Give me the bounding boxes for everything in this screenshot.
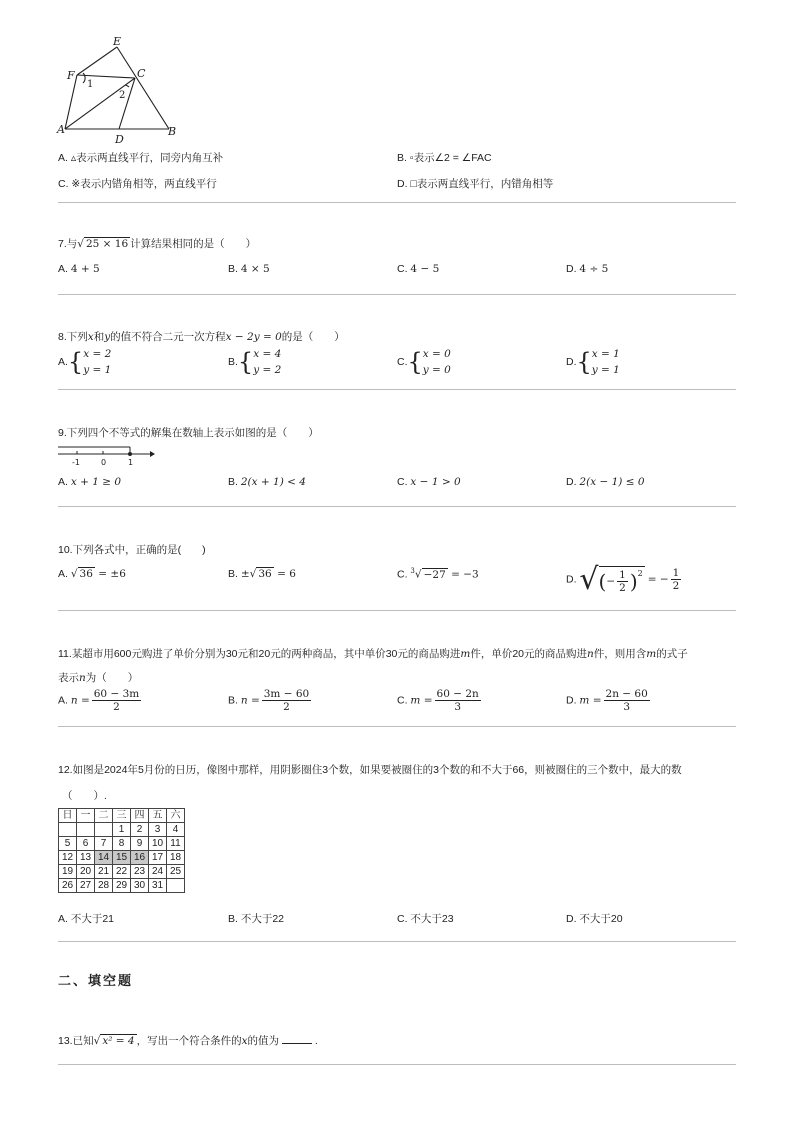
q11-option-d[interactable]: D. m = $\frac{2n - 60}{3}$ (566, 688, 648, 713)
calendar-cell: 11 (167, 837, 185, 851)
calendar-cell: 5 (59, 837, 77, 851)
calendar-header: 六 (167, 809, 185, 823)
divider (58, 610, 736, 611)
divider (58, 726, 736, 727)
calendar-cell (167, 879, 185, 893)
triangle-icon: ▵ (70, 152, 77, 164)
divider (58, 506, 736, 507)
calendar-header: 四 (131, 809, 149, 823)
calendar-cell: 17 (149, 851, 167, 865)
calendar (58, 808, 185, 893)
q9-stem: 9.下列四个不等式的解集在数轴上表示如图的是（ ） (58, 427, 319, 439)
q9-option-a[interactable]: A. x + 1 ≥ 0 (58, 476, 122, 488)
option-text: 表示两直线平行，同旁内角互补 (76, 152, 224, 164)
q8-stem: 8.下列x和y的值不符合二元一次方程x − 2y = 0的是（ ） (58, 331, 345, 343)
option-label: A. (58, 152, 68, 164)
label-angle-1: 1 (87, 79, 94, 90)
q13-stem: 13.已知√ x² = 4 ，写出一个符合条件的x的值为 . (58, 1035, 318, 1047)
q10-option-c[interactable]: C. $^3$√ −27 = −3 (397, 567, 479, 581)
segment-FE (77, 47, 117, 75)
calendar-cell: 23 (131, 865, 149, 879)
divider (58, 294, 736, 295)
calendar-row (59, 823, 185, 837)
calendar-cell: 22 (113, 865, 131, 879)
calendar-cell: 1 (113, 823, 131, 837)
angle-1-arc (83, 73, 85, 83)
q7-option-d[interactable]: D. 4 ÷ 5 (566, 263, 609, 275)
q7-option-c[interactable]: C. 4 − 5 (397, 263, 440, 275)
q8-option-b[interactable]: B.{ x = 4 y = 2 (228, 348, 282, 376)
calendar-row (59, 837, 185, 851)
option-text: 表示两直线平行，内错角相等 (416, 178, 554, 190)
calendar-header: 三 (113, 809, 131, 823)
q6-option-b[interactable] (397, 150, 492, 165)
q8-option-a[interactable]: A.{ x = 2 y = 1 (58, 348, 112, 376)
calendar-cell: 29 (113, 879, 131, 893)
q11-stem-line1: 11.某超市用600元购进了单价分别为30元和20元的两种商品，其中单价30元的商品购进m件，单价20元的商品购进n件，则用含m的式子 (58, 648, 688, 660)
label-F: F (67, 69, 75, 82)
calendar-row (59, 851, 185, 865)
geometry-figure (55, 35, 185, 145)
q12-stem-line1: 12.如图是2024年5月份的日历，像图中那样，用阴影圈住3个数，如果要被圈住的3个数的和不大于66，则被圈住的三个数中，最大的数 (58, 764, 682, 776)
radicand: 25 × 16 (85, 238, 129, 250)
tick-label: 1 (128, 458, 134, 467)
calendar-cell: 27 (77, 879, 95, 893)
q12-option-d[interactable]: D. 不大于20 (566, 913, 623, 925)
calendar-cell (77, 823, 95, 837)
calendar-header: 一 (77, 809, 95, 823)
q9-option-b[interactable]: B. 2(x + 1) < 4 (228, 476, 306, 488)
q7-option-b[interactable]: B. 4 × 5 (228, 263, 270, 275)
calendar-cell: 8 (113, 837, 131, 851)
label-angle-2: 2 (119, 90, 126, 101)
option-label: B. (397, 152, 407, 164)
calendar-cell: 4 (167, 823, 185, 837)
q11-option-a[interactable]: A. n = $\frac{60 - 3m}{2}$ (58, 688, 140, 713)
calendar-cell: 10 (149, 837, 167, 851)
calendar-cell: 3 (149, 823, 167, 837)
calendar-cell: 28 (95, 879, 113, 893)
section-title: 二、填空题 (58, 973, 134, 988)
calendar-cell: 21 (95, 865, 113, 879)
calendar-row (59, 879, 185, 893)
q7-option-a[interactable]: A. 4 + 5 (58, 263, 100, 275)
segment-EB (117, 47, 169, 129)
option-label: D. (397, 178, 408, 190)
label-C: C (137, 67, 146, 80)
square-icon: ▫ (409, 152, 414, 164)
q11-stem-line2: 表示n为（ ） (58, 672, 139, 684)
number-line (58, 445, 158, 467)
label-A: A (57, 123, 65, 136)
tick-label: -1 (72, 458, 80, 467)
label-B: B (168, 125, 177, 138)
calendar-cell (59, 823, 77, 837)
q6-option-d[interactable] (397, 176, 553, 191)
q8-option-d[interactable]: D.{ x = 1 y = 1 (566, 348, 620, 376)
arrow-right-icon (150, 451, 155, 457)
calendar-cell: 18 (167, 851, 185, 865)
q10-stem: 10.下列各式中，正确的是( ) (58, 544, 206, 556)
q8-option-c[interactable]: C.{ x = 0 y = 0 (397, 348, 451, 376)
calendar-cell: 16 (131, 851, 149, 865)
calendar-header: 日 (59, 809, 77, 823)
calendar-cell: 19 (59, 865, 77, 879)
q11-option-b[interactable]: B. n = $\frac{3m - 60}{2}$ (228, 688, 310, 713)
segment-AC (65, 78, 135, 129)
calendar-cell: 13 (77, 851, 95, 865)
calendar-cell: 15 (113, 851, 131, 865)
calendar-row (59, 865, 185, 879)
option-label: C. (58, 178, 69, 190)
divider (58, 941, 736, 942)
q7-stem: 7.与√ 25 × 16 计算结果相同的是（ ） (58, 238, 257, 250)
calendar-cell: 31 (149, 879, 167, 893)
q12-option-a[interactable]: A. 不大于21 (58, 913, 115, 925)
tick-label: 0 (101, 458, 107, 467)
calendar-cell: 26 (59, 879, 77, 893)
reference-mark-icon: ※ (71, 178, 81, 190)
calendar-cell: 7 (95, 837, 113, 851)
calendar-header: 二 (95, 809, 113, 823)
label-D: D (115, 133, 124, 145)
calendar-cell: 30 (131, 879, 149, 893)
divider (58, 389, 736, 390)
calendar-cell: 9 (131, 837, 149, 851)
calendar-header: 五 (149, 809, 167, 823)
calendar-cell: 14 (95, 851, 113, 865)
q10-option-d[interactable]: D. √(− $\frac{1}{2}$ )$^2$ = − $\frac{1}{2}$ (566, 562, 680, 597)
angle-2-arc (125, 85, 129, 87)
q9-option-c[interactable]: C. x − 1 > 0 (397, 476, 461, 488)
calendar-cell: 25 (167, 865, 185, 879)
box-icon: □ (410, 178, 417, 190)
q12-stem-line2: （ ）. (62, 790, 107, 802)
calendar-cell: 24 (149, 865, 167, 879)
q12-option-c[interactable]: C. 不大于23 (397, 913, 454, 925)
calendar-cell (95, 823, 113, 837)
label-E: E (113, 35, 122, 48)
calendar-cell: 20 (77, 865, 95, 879)
q10-option-b[interactable]: B. ±√ 36 = 6 (228, 568, 296, 580)
q11-option-c[interactable]: C. m = $\frac{60 - 2n}{3}$ (397, 688, 479, 713)
option-text: 表示内错角相等，两直线平行 (80, 178, 217, 190)
divider (58, 1064, 736, 1065)
q6-option-c[interactable] (58, 176, 217, 191)
divider (58, 202, 736, 203)
option-text: 表示∠2 = ∠FAC (413, 152, 492, 164)
segment-FC (77, 75, 135, 78)
calendar-cell: 2 (131, 823, 149, 837)
q12-option-b[interactable]: B. 不大于22 (228, 913, 285, 925)
calendar-cell: 12 (59, 851, 77, 865)
answer-blank[interactable] (282, 1043, 312, 1044)
calendar-cell: 6 (77, 837, 95, 851)
q9-option-d[interactable]: D. 2(x − 1) ≤ 0 (566, 476, 645, 488)
q10-option-a[interactable]: A. √ 36 = ±6 (58, 568, 126, 580)
q6-option-a[interactable] (58, 150, 223, 165)
